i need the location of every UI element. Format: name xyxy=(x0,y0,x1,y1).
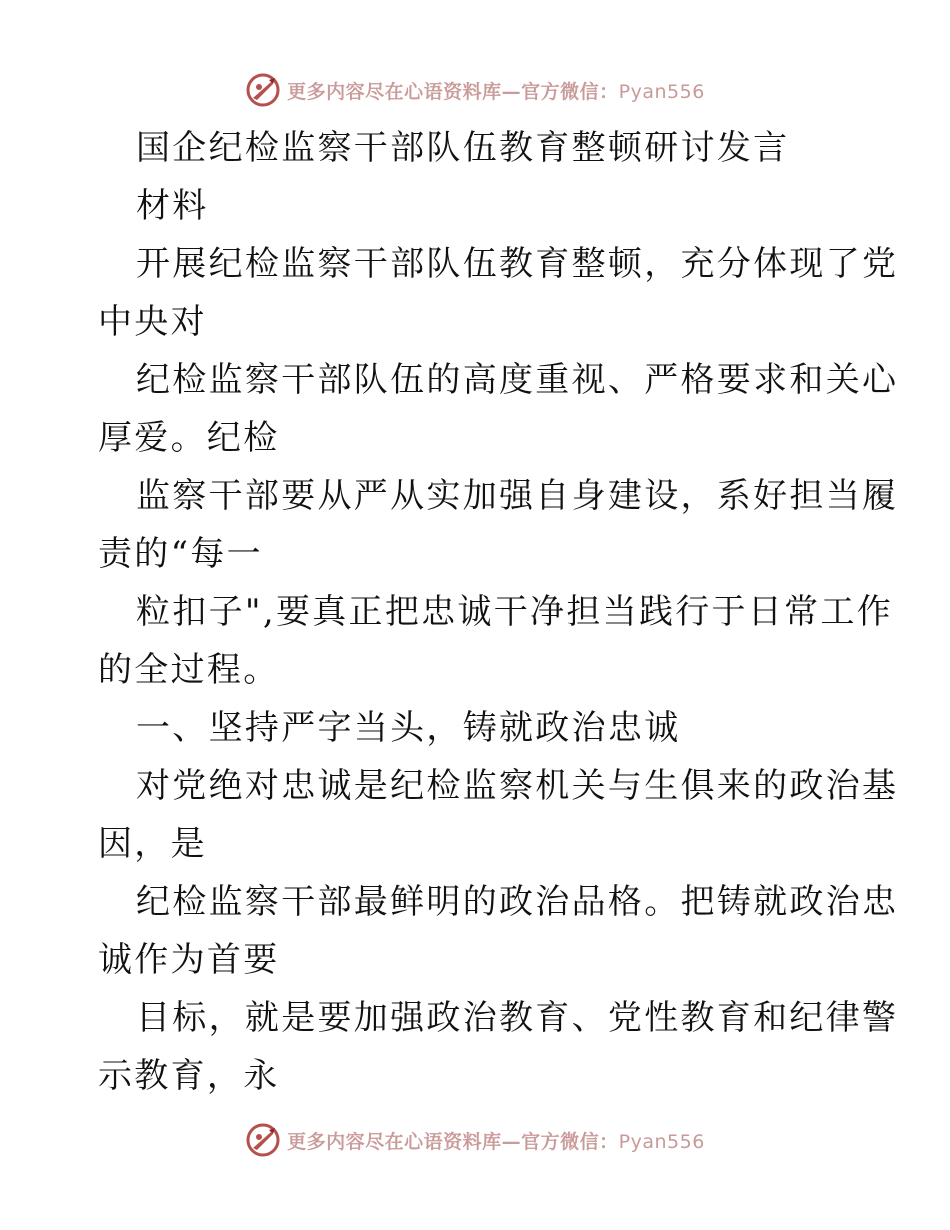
paragraph-line: 因，是 xyxy=(98,824,207,864)
paragraph-line: 中央对 xyxy=(98,302,207,342)
paragraph-line: 责的“每一 xyxy=(98,534,263,574)
paragraph-line: 示教育，永 xyxy=(98,1056,280,1096)
paragraph-line: 对党绝对忠诚是纪检监察机关与生俱来的政治基 xyxy=(136,766,899,806)
paragraph-line: 目标，就是要加强政治教育、党性教育和纪律警 xyxy=(136,998,899,1038)
watermark-text: 更多内容尽在心语资料库—官方微信：Pyan556 xyxy=(287,1130,705,1153)
paragraph-line: 纪检监察干部队伍的高度重视、严格要求和关心 xyxy=(136,360,899,400)
doc-title-line: 材料 xyxy=(136,186,209,226)
watermark-text: 更多内容尽在心语资料库—官方微信：Pyan556 xyxy=(287,80,705,103)
footer-watermark-banner xyxy=(0,1120,950,1160)
brand-logo-icon xyxy=(245,72,281,108)
paragraph-line: 诚作为首要 xyxy=(98,940,280,980)
paragraph-line: 粒扣子",要真正把忠诚干净担当践行于日常工作 xyxy=(136,592,894,632)
paragraph-line: 纪检监察干部最鲜明的政治品格。把铸就政治忠 xyxy=(136,882,899,922)
header-watermark-banner xyxy=(0,70,950,110)
doc-title-line: 国企纪检监察干部队伍教育整顿研讨发言 xyxy=(136,128,790,168)
paragraph-line: 监察干部要从严从实加强自身建设，系好担当履 xyxy=(136,476,899,516)
section-heading: 一、坚持严字当头，铸就政治忠诚 xyxy=(136,708,681,748)
brand-logo-icon xyxy=(245,1122,281,1158)
paragraph-line: 厚爱。纪检 xyxy=(98,418,280,458)
paragraph-line: 开展纪检监察干部队伍教育整顿，充分体现了党 xyxy=(136,244,899,284)
paragraph-line: 的全过程。 xyxy=(98,650,280,690)
